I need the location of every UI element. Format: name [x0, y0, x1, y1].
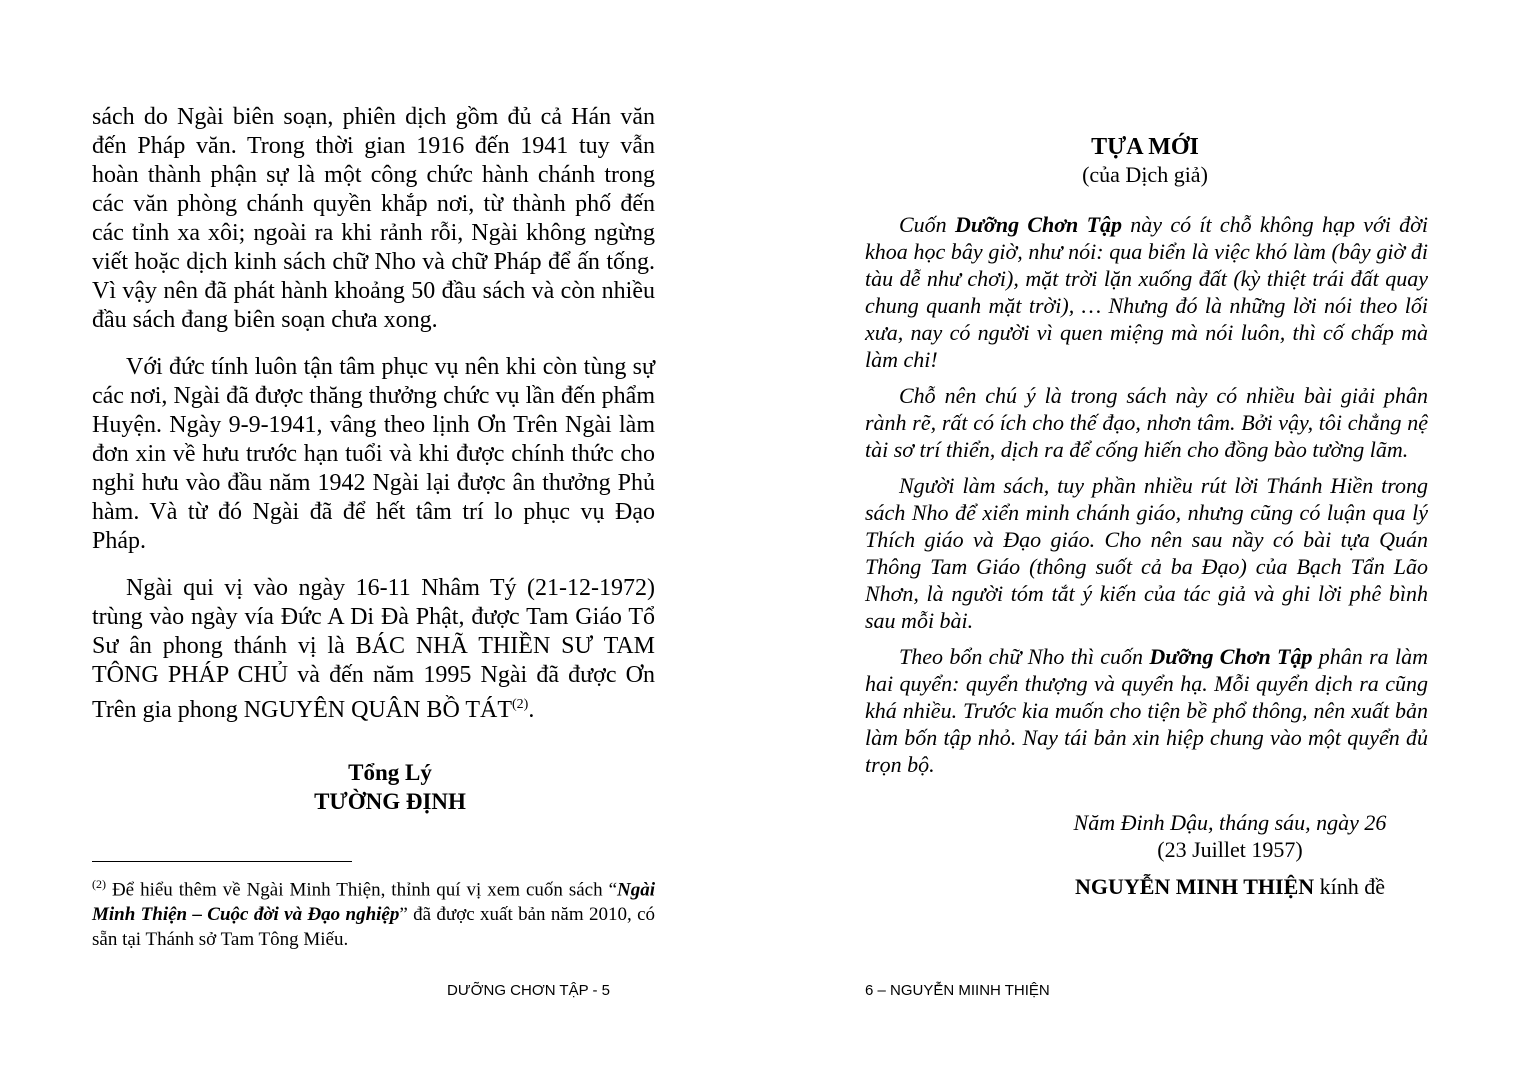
preface-paragraph-1 [865, 211, 1428, 373]
preface-paragraph-3: Người làm sách, tuy phần nhiều rút lời Thánh Hiền trong sách Nho để xiển minh chánh giáo, nhưng cũng có luận qua lý Thích giáo và Đạo giáo. Cho nên sau nầy có bài tựa Quán Thông Tam Giáo (thông suốt cả ba Đạo) của Bạch Tẩn Lão Nhơn, là người tóm tắt ý kiến của tác giả và ghi lời phê bình sau mỗi bài. [865, 473, 1428, 633]
right-page [760, 0, 1520, 1076]
translator-suffix: kính đề [1314, 874, 1386, 899]
preface-p4-rest: phân ra làm hai quyển: quyển thượng và quyển hạ. Mỗi quyển dịch ra cũng khá nhiều. Trước kia muốn cho tiện bề phổ thông, nên xuất bản làm bốn tập nhỏ. Nay tái bản xin hiệp chung vào một quyển đủ trọn bộ. [865, 644, 1429, 777]
preface-subtitle: (của Dịch giả) [1082, 162, 1208, 187]
footnote-book-title: Ngài Minh Thiện – Cuộc đời và Đạo nghiệp [92, 879, 655, 926]
preface-p1-rest: này có ít chỗ không hạp với đời khoa học bây giờ, như nói: qua biển là việc khó làm (bây giờ đi tàu dễ như chơi), mặt trời lặn xuống đất (kỳ thiệt trái đất quay chung quanh mặt trời), … Nhưng đó là những lời nói theo lối xưa, nay có người vì quen miệng mà nói luôn, thì cố chấp mà làm chi! [865, 212, 1428, 372]
preface-paragraph-2: Chỗ nên chú ý là trong sách này có nhiều bài giải phân rành rẽ, rất có ích cho thế đạo, nhơn tâm. Bởi vậy, tôi chẳng nệ tài sơ trí thiển, dịch ra để cống hiến cho đồng bào tường lãm. [865, 383, 1428, 462]
preface-date: Năm Đinh Dậu, tháng sáu, ngày 26 [1073, 810, 1387, 835]
footnote-separator [92, 861, 352, 862]
right-page-folio: 6 – NGUYỄN MIINH THIỆN [865, 982, 1050, 999]
left-page-folio: DƯỠNG CHƠN TẬP - 5 [447, 982, 611, 999]
footnote-text-after: ” đã được xuất bản năm 2010, có sẵn tại Thánh sở Tam Tông Miếu. [92, 904, 655, 951]
paragraph-2: Với đức tính luôn tận tâm phục vụ nên khi còn tùng sự các nơi, Ngài đã được thăng thưởng chức vụ lần đến phẩm Huyện. Ngày 9-9-1941, vâng theo lịnh Ơn Trên Ngài làm đơn xin về hưu trước hạn tuổi và khi được chính thức cho nghỉ hưu vào đầu năm 1942 Ngài lại được ân thưởng Phủ hàm. Và từ đó Ngài đã để hết tâm trí lo phục vụ Đạo Pháp. [92, 354, 655, 554]
preface-p1-book-title: Dưỡng Chơn Tập [954, 212, 1123, 237]
left-body-text [92, 103, 655, 743]
footnote [92, 872, 655, 952]
translator-signature [760, 873, 1520, 901]
preface-title: TỰA MỚI [1091, 134, 1199, 160]
signature-block [310, 758, 470, 816]
signature-rank: Tổng Lý [348, 760, 432, 785]
preface-p4-start: Theo bổn chữ Nho thì cuốn [899, 644, 1150, 669]
preface-p4-book-title: Dưỡng Chơn Tập [1149, 644, 1313, 669]
signature-name: TƯỜNG ĐỊNH [314, 789, 466, 814]
footnote-reference[interactable]: (2) [512, 697, 529, 712]
footnote-text-before: Để hiểu thêm về Ngài Minh Thiện, thỉnh quí vị xem cuốn sách “ [106, 879, 617, 901]
preface-p1-start: Cuốn [899, 212, 955, 237]
preface-paragraph-4 [865, 643, 1428, 778]
paragraph-3 [92, 574, 655, 725]
footnote-marker: (2) [92, 877, 106, 891]
paragraph-3-text: Ngài qui vị vào ngày 16-11 Nhâm Tý (21-12-1972) trùng vào ngày vía Đức A Di Đà Phật, được Tam Giáo Tổ Sư ân phong thánh vị là BÁC NHÃ THIỀN SƯ TAM TÔNG PHÁP CHỦ và đến năm 1995 Ngài đã được Ơn Trên gia phong NGUYÊN QUÂN BỒ TÁT [92, 575, 655, 723]
preface-body [865, 211, 1428, 787]
translator-name: NGUYỄN MINH THIỆN [1074, 874, 1315, 899]
paragraph-3-end: . [528, 697, 535, 723]
preface-date-western: (23 Juillet 1957) [1157, 837, 1303, 862]
paragraph-1: sách do Ngài biên soạn, phiên dịch gồm đủ cả Hán văn đến Pháp văn. Trong thời gian 1916 đến 1941 tuy vẫn hoàn thành phận sự là một công chức hành chánh trong các văn phòng chánh quyền khắp nơi, từ thành phố đến các tỉnh xa xôi; ngoài ra khi rảnh rỗi, Ngài không ngừng viết hoặc dịch kinh sách chữ Nho và chữ Pháp để ấn tống. Vì vậy nên đã phát hành khoảng 50 đầu sách và còn nhiều đầu sách đang biên soạn chưa xong. [92, 104, 655, 333]
